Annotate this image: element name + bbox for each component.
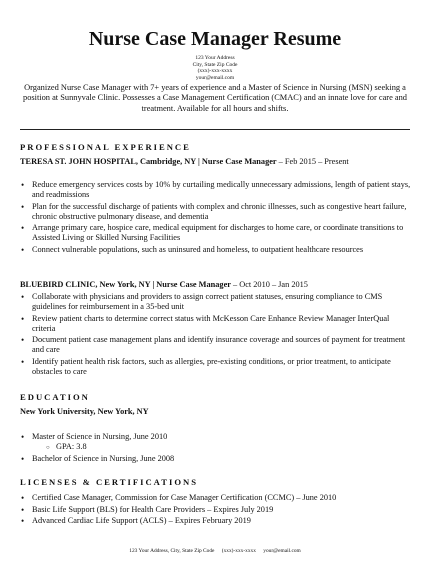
footer-email: your@email.com <box>263 548 301 554</box>
job-header <box>20 280 412 290</box>
gpa-item: ○ GPA: 3.8 <box>46 442 412 452</box>
list-item: • Identify patient health risk factors, such as allergies, pre-existing conditions, or prior treatment, to anticipate obstacles to care <box>20 357 412 377</box>
list-item: • Collaborate with physicians and providers to assign correct patient statuses, ensuring compliance to CMS guidelines for reimbursement in a 35-bed unit <box>20 292 412 312</box>
summary-paragraph: Organized Nurse Case Manager with 7+ years of experience and a Master of Science in Nursing (MSN) seeking a position at Sunnyvale Clinic. Possesses a Case Management Certification (CMAC) and an innate love for care and treatment. Available for all hours and shifts. <box>23 83 407 113</box>
list-item: • Review patient charts to determine correct status with McKesson Care Enhance Review Manager InterQual criteria <box>20 314 412 334</box>
footer-phone: (xxx)-xxx-xxxx <box>221 548 256 554</box>
list-item: • Reduce emergency services costs by 10% by curtailing medically unnecessary admissions, length of patient stays, and readmissions <box>20 180 412 200</box>
job-dates: – Oct 2010 – Jan 2015 <box>230 280 308 289</box>
section-heading-education: EDUCATION <box>20 392 90 402</box>
list-item: • Advanced Cardiac Life Support (ACLS) – Expires February 2019 <box>20 516 412 526</box>
contact-city: City, State Zip Code <box>192 61 238 68</box>
job-employer: TERESA ST. JOHN HOSPITAL, Cambridge, NY | Nurse Case Manager <box>20 157 277 166</box>
list-item: • Document patient case management plans and identify insurance coverage and sources of payment for treatment and care <box>20 335 412 355</box>
resume-title: Nurse Case Manager Resume <box>88 28 342 50</box>
school-name: New York University, New York, NY <box>20 407 149 416</box>
divider <box>20 129 410 130</box>
degree-masters: Master of Science in Nursing, June 2010 <box>32 432 168 441</box>
footer-address: 123 Your Address, City, State Zip Code <box>129 548 215 554</box>
list-item: • Connect vulnerable populations, such as uninsured and homeless, to outpatient healthcare resources <box>20 245 412 255</box>
contact-email: your@email.com <box>195 74 235 81</box>
job-bullets <box>20 292 412 378</box>
section-heading-experience: PROFESSIONAL EXPERIENCE <box>20 142 191 152</box>
list-item: • Arrange primary care, hospice care, medical equipment for discharges to home care, or coordinate transitions to Assisted Living or Skilled Nursing Facilities <box>20 223 412 243</box>
section-heading-licenses: LICENSES & CERTIFICATIONS <box>20 477 198 487</box>
contact-address: 123 Your Address <box>195 55 235 61</box>
licenses-list <box>20 493 412 528</box>
education-list <box>20 432 412 465</box>
job-bullets <box>20 180 412 256</box>
list-item: • Basic Life Support (BLS) for Health Care Providers – Expires July 2019 <box>20 505 412 515</box>
list-item: • Certified Case Manager, Commission for Case Manager Certification (CCMC) – June 2010 <box>20 493 412 503</box>
education-school <box>20 407 412 417</box>
footer-contact <box>0 548 430 554</box>
contact-phone: (xxx)-xxx-xxxx <box>197 68 233 75</box>
degree-details <box>46 442 412 452</box>
list-item: • Plan for the successful discharge of patients with complex and chronic illnesses, such as congestive heart failure, chronic obstructive pulmonary disease, and dementia <box>20 202 412 222</box>
job-employer: BLUEBIRD CLINIC, New York, NY | Nurse Case Manager <box>20 280 231 289</box>
list-item <box>20 432 412 452</box>
job-header <box>20 157 412 167</box>
job-dates: – Feb 2015 – Present <box>276 157 349 166</box>
contact-block <box>0 55 430 81</box>
list-item: • Bachelor of Science in Nursing, June 2008 <box>20 454 412 464</box>
